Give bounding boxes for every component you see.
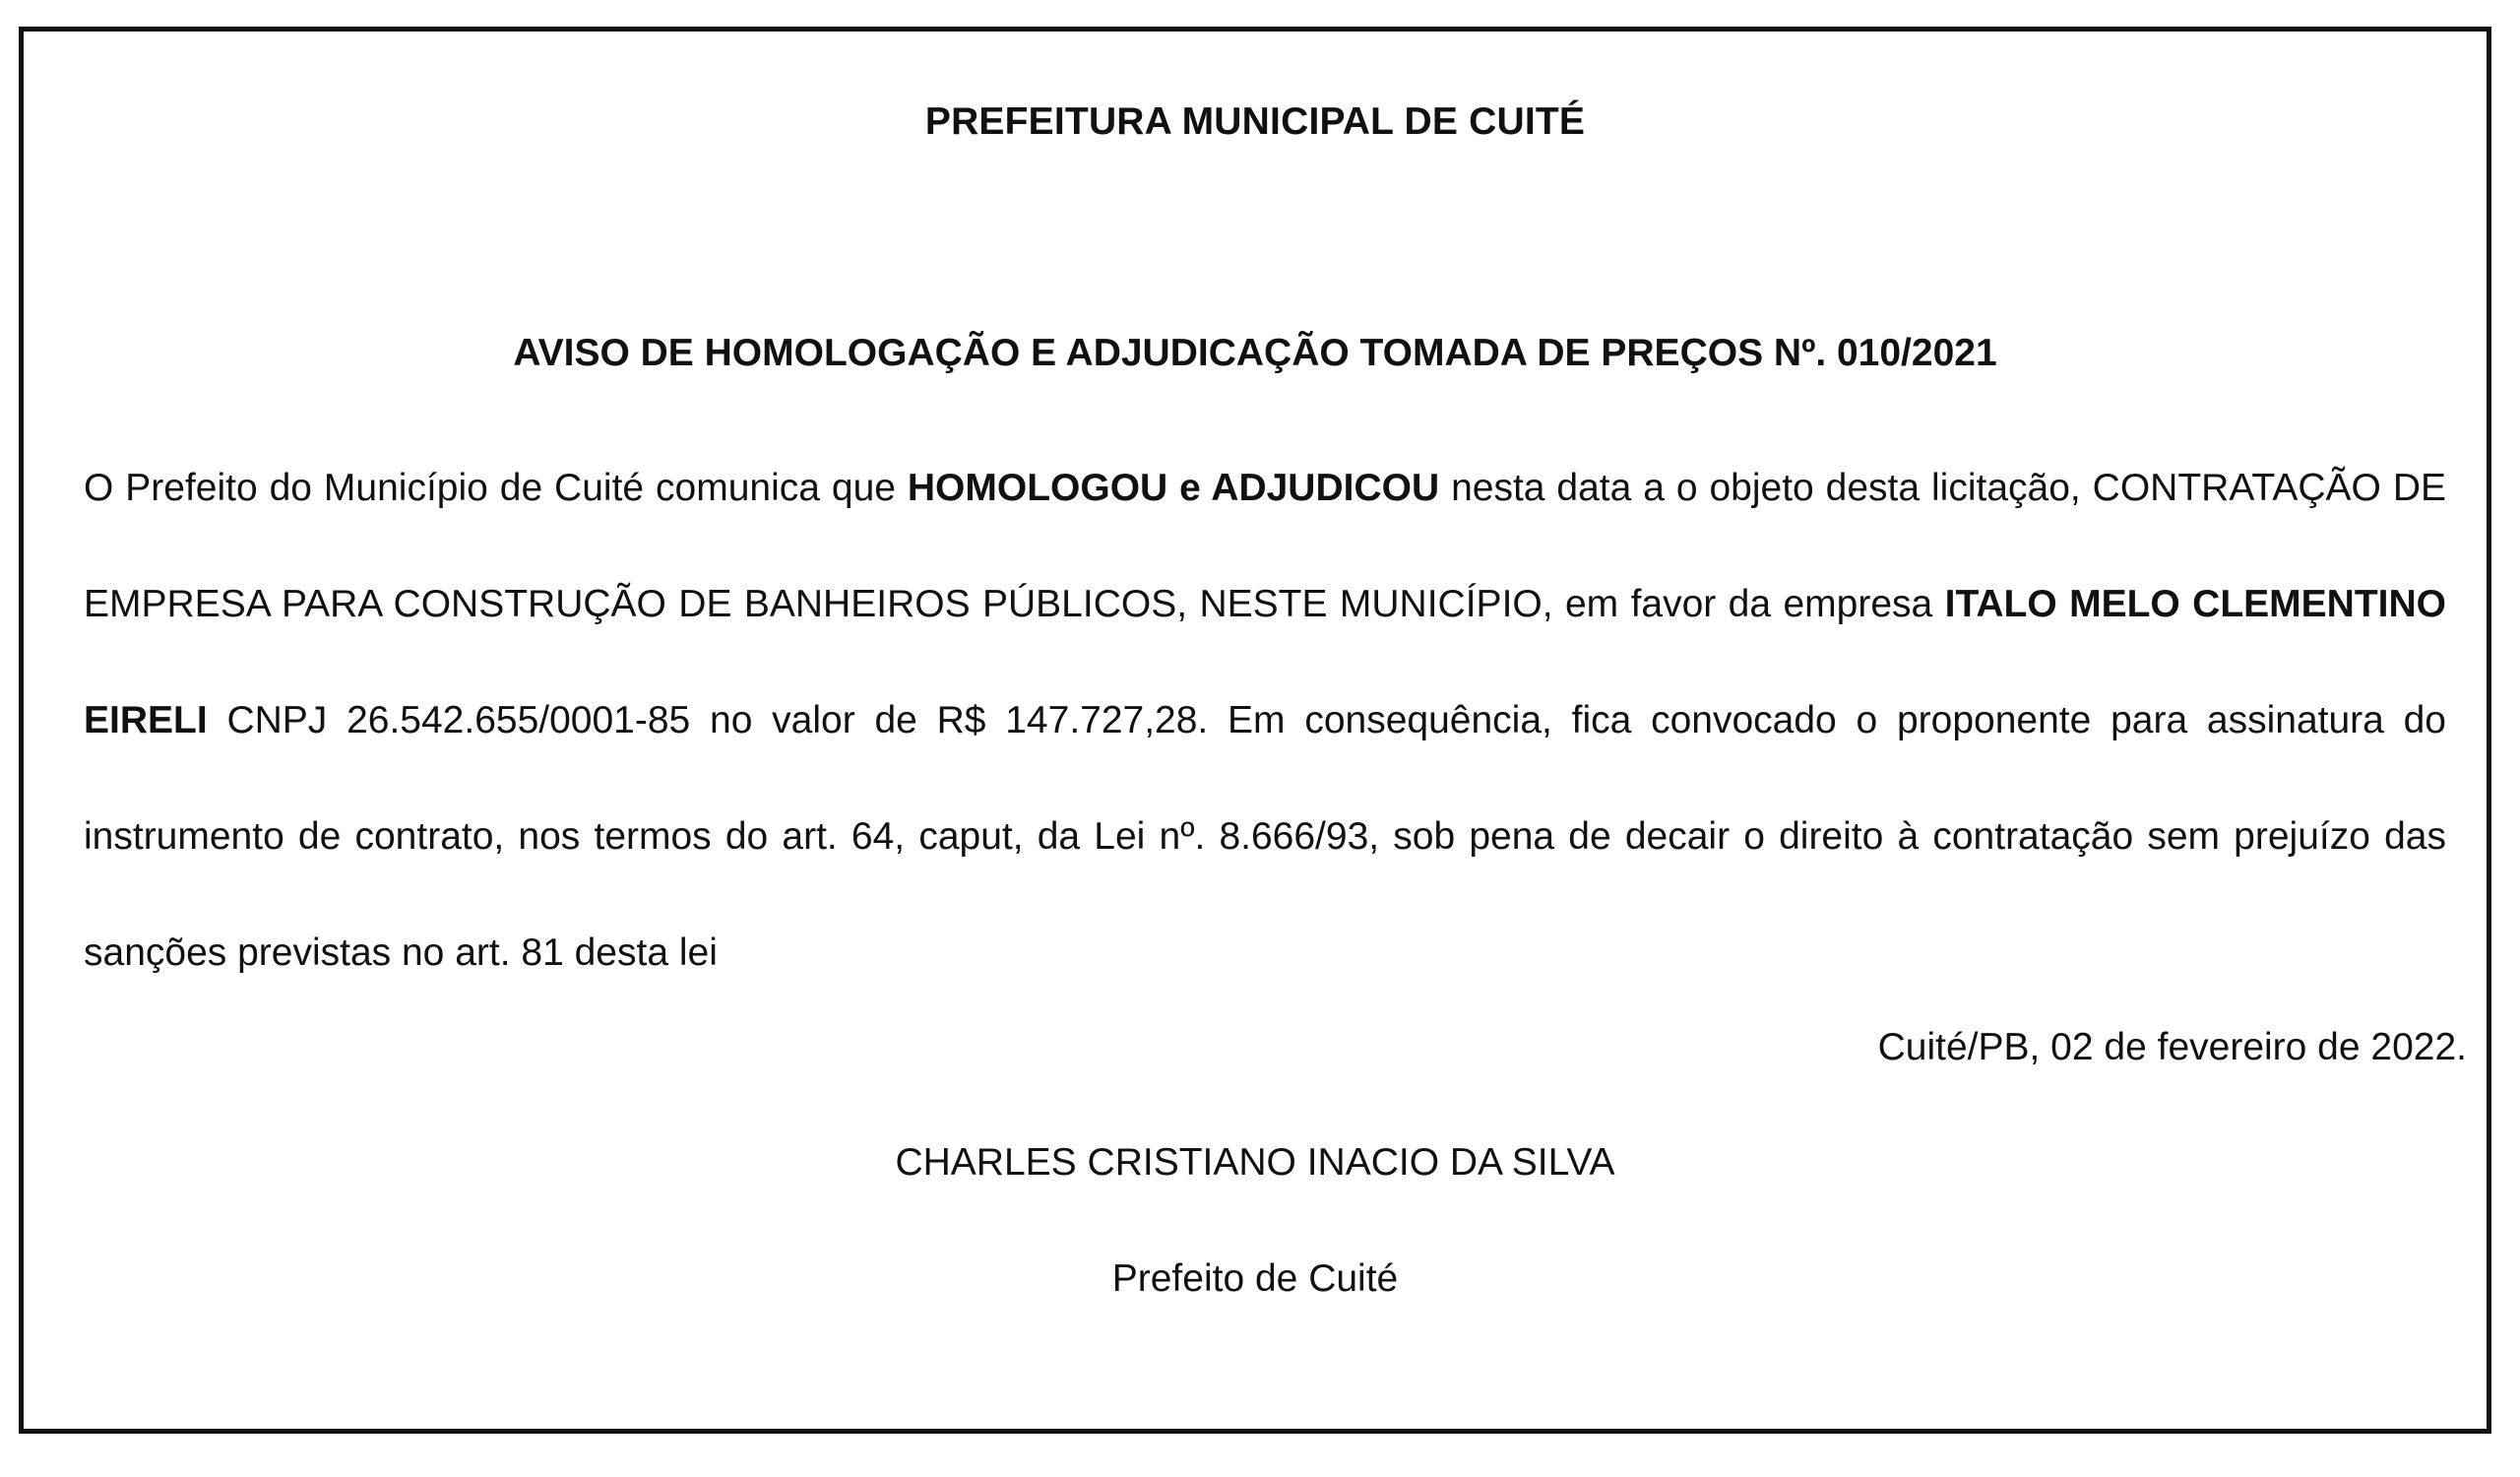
- body-text-part-2: nesta data a o objeto desta licitação, CONTRATAÇÃO DE EMPRESA PARA CONSTRUÇÃO DE BANHEIROS PÚBLICOS, NESTE MUNICÍPIO, em favor da empresa: [84, 467, 2446, 625]
- document-frame: [19, 27, 2491, 1434]
- document-body: [84, 430, 2446, 1011]
- body-bold-homologou: HOMOLOGOU e ADJUDICOU: [907, 467, 1440, 509]
- document-title: AVISO DE HOMOLOGAÇÃO E ADJUDICAÇÃO TOMADA DE PREÇOS Nº. 010/2021: [513, 332, 1997, 374]
- body-bold-company-name: ITALO MELO CLEMENTINO EIRELI: [84, 583, 2446, 741]
- dateline: Cuité/PB, 02 de fevereiro de 2022.: [1877, 1026, 2467, 1068]
- document-header: PREFEITURA MUNICIPAL DE CUITÉ: [924, 100, 1586, 143]
- body-text-part-3: CNPJ 26.542.655/0001-85 no valor de R$ 147.727,28. Em consequência, fica convocado o proponente para assinatura do instrumento de contrato, nos termos do art. 64, caput, da Lei nº. 8.666/93, sob pena de decair o direito à contratação sem prejuízo das sanções previstas no art. 81 desta lei: [84, 699, 2446, 974]
- body-text-part-1: O Prefeito do Município de Cuité comunica que: [84, 467, 908, 509]
- signer-name: CHARLES CRISTIANO INACIO DA SILVA: [895, 1141, 1615, 1184]
- signer-role: Prefeito de Cuité: [1111, 1257, 1399, 1300]
